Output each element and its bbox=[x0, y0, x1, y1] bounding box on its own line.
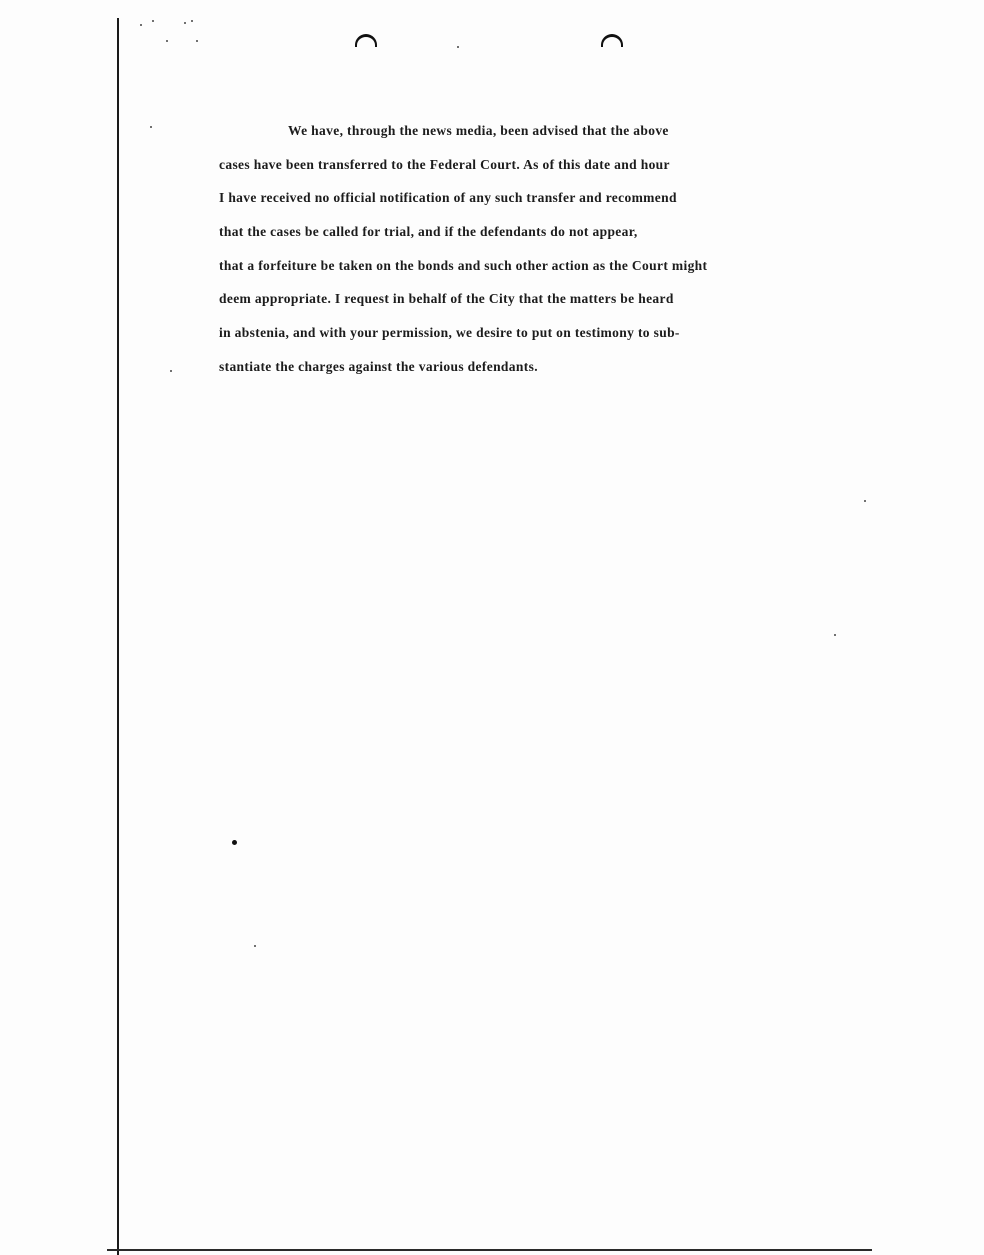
scan-speck bbox=[170, 370, 172, 372]
scan-speck bbox=[232, 840, 237, 845]
scan-speck bbox=[140, 24, 142, 26]
paragraph-line: that a forfeiture be taken on the bonds and such other action as the Court might bbox=[219, 257, 708, 273]
paragraph-line: cases have been transferred to the Federal Court. As of this date and hour bbox=[219, 156, 670, 172]
binder-hole-right bbox=[601, 34, 623, 47]
scan-speck bbox=[184, 22, 186, 24]
paragraph-line: stantiate the charges against the various defendants. bbox=[219, 358, 538, 374]
scan-speck bbox=[254, 945, 256, 947]
scan-speck bbox=[152, 20, 154, 22]
scan-speck bbox=[150, 126, 152, 128]
paragraph-line: in abstenia, and with your permission, we desire to put on testimony to sub- bbox=[219, 325, 680, 341]
scan-speck bbox=[864, 500, 866, 502]
paragraph-line: deem appropriate. I request in behalf of the City that the matters be heard bbox=[219, 291, 674, 307]
scan-speck bbox=[166, 40, 168, 42]
scan-speck bbox=[834, 634, 836, 636]
scan-speck bbox=[196, 40, 198, 42]
letter-body-paragraph bbox=[219, 120, 849, 390]
paragraph-line: I have received no official notification of any such transfer and recommend bbox=[219, 190, 677, 206]
paragraph-line: We have, through the news media, been advised that the above bbox=[288, 123, 669, 138]
paragraph-line: that the cases be called for trial, and if the defendants do not appear, bbox=[219, 224, 638, 240]
scan-speck bbox=[457, 46, 459, 48]
binder-hole-left bbox=[355, 34, 377, 47]
left-margin-rule bbox=[117, 18, 119, 1255]
bottom-edge-rule bbox=[107, 1249, 872, 1251]
scan-speck bbox=[191, 20, 193, 22]
